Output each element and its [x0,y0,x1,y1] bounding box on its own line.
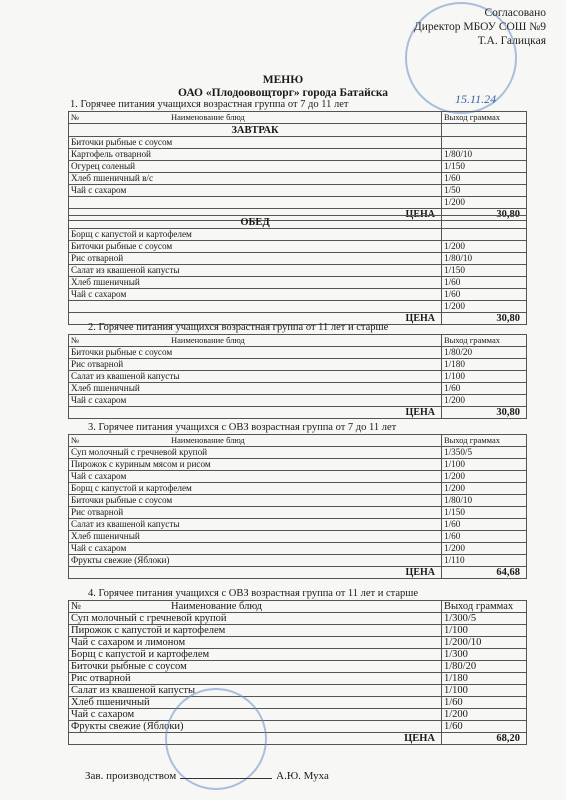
price-row: ЦЕНА 68,20 [69,733,527,745]
price-row: ЦЕНА 30,80 [69,209,527,221]
header-output: Выход граммах [442,335,527,347]
table-row: Чай с сахаром 1/200 [69,709,527,721]
table-row: Биточки рыбные с соусом 1/80/20 [69,347,527,359]
approval-position: Директор МБОУ СОШ №9 [413,21,546,33]
header-dish: № Наименование блюд [69,435,442,447]
page-title: МЕНЮ [262,74,304,86]
table-row: Борщ с капустой и картофелем 1/200 [69,483,527,495]
header-dish: № Наименование блюд [69,112,442,124]
table-row: Чай с сахаром и лимоном 1/200/10 [69,637,527,649]
price-row: ЦЕНА 64,68 [69,567,527,579]
table-row: Хлеб пшеничный 1/60 [69,531,527,543]
section-2-table [68,334,527,419]
table-row: 1/200 [69,301,527,313]
table-row: Чай с сахаром 1/200 [69,395,527,407]
price-row: ЦЕНА 30,80 [69,407,527,419]
table-row: Хлеб пшеничный 1/60 [69,697,527,709]
table-row: Борщ с капустой и картофелем [69,229,527,241]
table-row: Салат из квашеной капусты 1/150 [69,265,527,277]
table-row: Пирожок с капустой и картофелем 1/100 [69,625,527,637]
table-row: Чай с сахаром 1/200 [69,543,527,555]
approval-label: Согласовано [484,7,546,19]
table-header [69,601,527,613]
footer-signature [85,768,329,782]
table-row: Биточки рыбные с соусом 1/200 [69,241,527,253]
header-dish: № Наименование блюд [69,601,442,613]
page-subtitle: ОАО «Плодоовощторг» города Батайска [177,87,389,99]
table-row: Суп молочный с гречневой крупой 1/300/5 [69,613,527,625]
table-row: Фрукты свежие (Яблоки) 1/110 [69,555,527,567]
header-output: Выход граммах [442,435,527,447]
section-4-title: 4. Горячее питания учащихся с ОВЗ возрастная группа от 11 лет и старше [88,588,419,599]
table-row: Хлеб пшеничный 1/60 [69,383,527,395]
table-row: Чай с сахаром 1/60 [69,289,527,301]
table-row: Огурец соленый 1/150 [69,161,527,173]
table-row: Биточки рыбные с соусом [69,137,527,149]
table-row: Борщ с капустой и картофелем 1/300 [69,649,527,661]
table-row: Чай с сахаром 1/50 [69,185,527,197]
section-1-lunch-table [68,215,527,325]
footer-role: Зав. производством [85,770,177,782]
meal-heading: ЗАВТРАК [69,124,527,137]
price-row: ЦЕНА 30,80 [69,313,527,325]
table-row: Рис отварной 1/80/10 [69,253,527,265]
header-dish: № Наименование блюд [69,335,442,347]
approval-block [414,6,546,48]
table-row: 1/200 [69,197,527,209]
table-row: Биточки рыбные с соусом 1/80/20 [69,661,527,673]
signature-line [180,768,272,779]
table-header [69,335,527,347]
table-row: Пирожок с куриным мясом и рисом 1/100 [69,459,527,471]
table-row: Салат из квашеной капусты 1/100 [69,685,527,697]
table-row: Рис отварной 1/180 [69,673,527,685]
approval-name: Т.А. Галицкая [477,35,546,47]
footer-name: А.Ю. Муха [276,770,329,782]
section-3-title: 3. Горячее питания учащихся с ОВЗ возрастная группа от 7 до 11 лет [88,422,397,433]
table-row: Суп молочный с гречневой крупой 1/350/5 [69,447,527,459]
section-1-title: 1. Горячее питания учащихся возрастная группа от 7 до 11 лет [70,99,349,110]
table-row: Рис отварной 1/150 [69,507,527,519]
meal-heading: ОБЕД [69,216,527,229]
section-1-table [68,111,527,221]
table-header [69,435,527,447]
table-row: Фрукты свежие (Яблоки) 1/60 [69,721,527,733]
header-output: Выход граммах [442,112,527,124]
table-row: Картофель отварной 1/80/10 [69,149,527,161]
approval-date: 15.11.24 [455,92,497,106]
table-row: Рис отварной 1/180 [69,359,527,371]
table-row: Хлеб пшеничный 1/60 [69,277,527,289]
table-row: Чай с сахаром 1/200 [69,471,527,483]
section-4-table [68,600,527,745]
header-output: Выход граммах [442,601,527,613]
section-3-table [68,434,527,579]
table-row: Биточки рыбные с соусом 1/80/10 [69,495,527,507]
section-2-title: 2. Горячее питания учащихся возрастная группа от 11 лет и старше [88,322,389,333]
table-row: Салат из квашеной капусты 1/100 [69,371,527,383]
table-header [69,112,527,124]
table-row: Салат из квашеной капусты 1/60 [69,519,527,531]
table-row: Хлеб пшеничный в/с 1/60 [69,173,527,185]
